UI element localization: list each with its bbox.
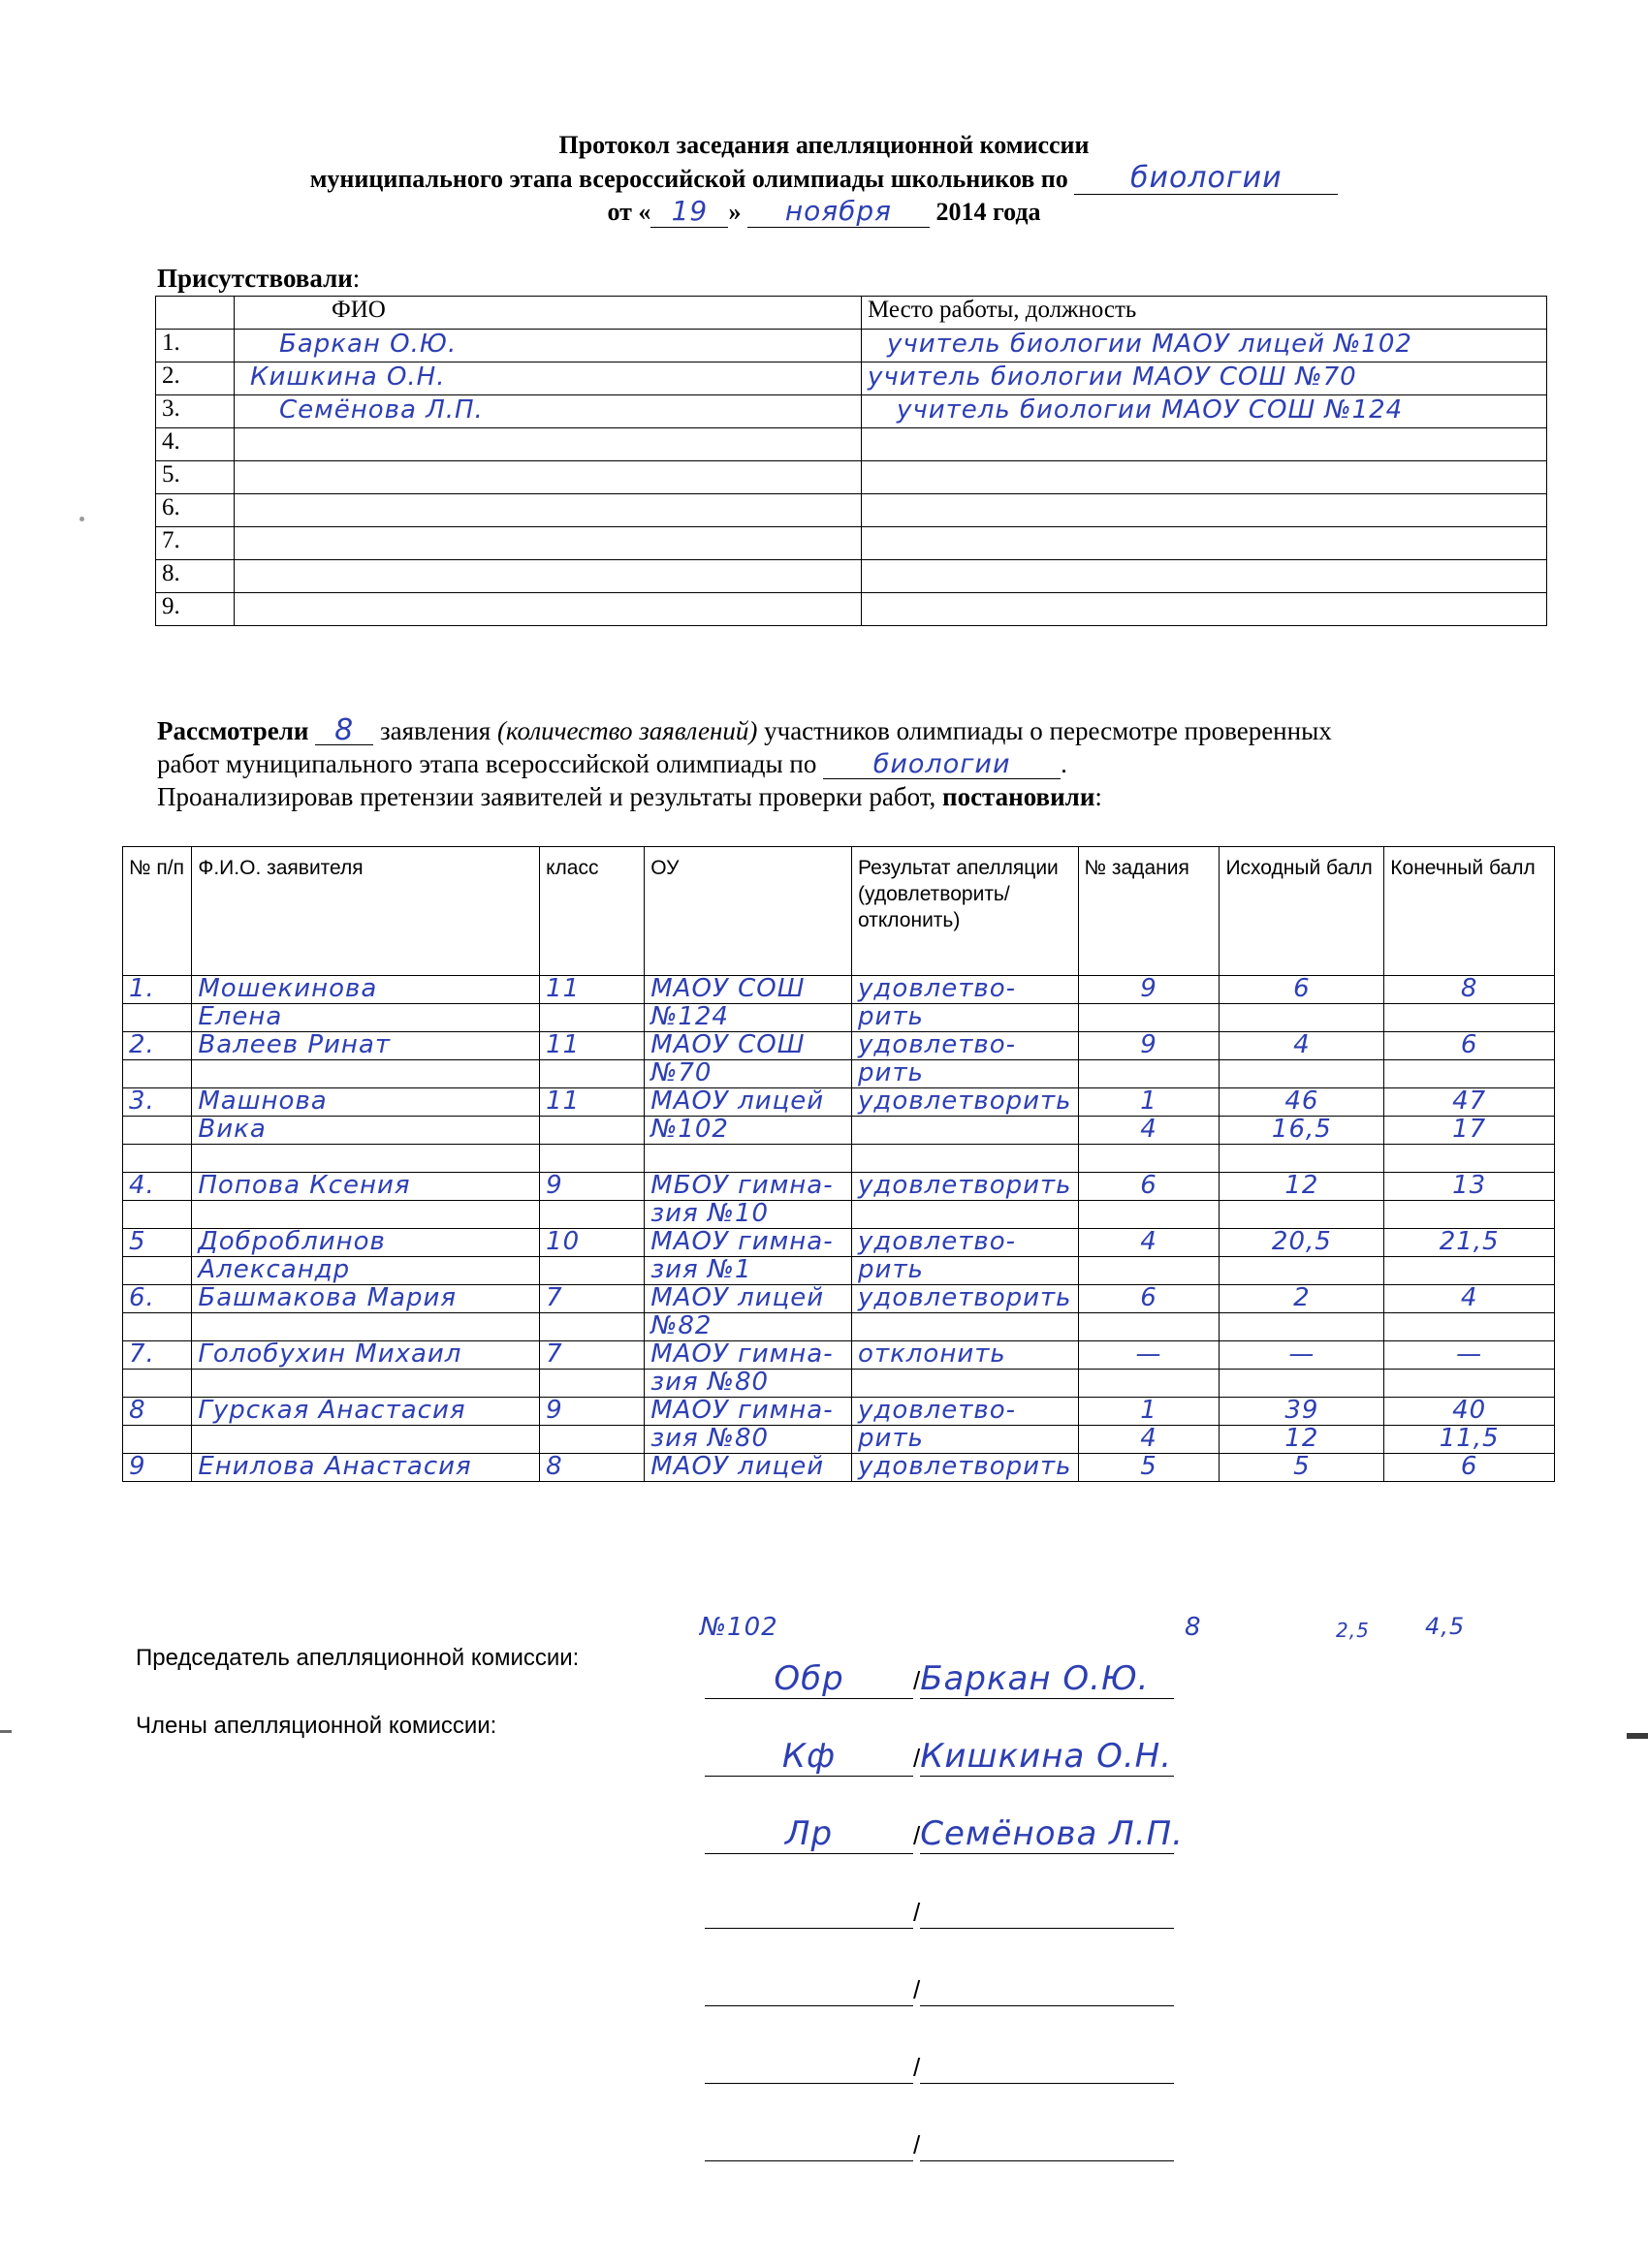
school: №102 — [650, 1115, 729, 1144]
count-field: 8 — [315, 717, 373, 745]
row-number: 1. — [156, 330, 235, 362]
appeal-row — [123, 1341, 1555, 1370]
task-number: 1 — [1140, 1087, 1157, 1116]
date-month-field: ноября — [747, 197, 930, 228]
appeal-result: отклонить — [858, 1339, 1006, 1369]
appeal-result: удовлетворить — [858, 1452, 1072, 1481]
school: №82 — [650, 1311, 713, 1340]
present-table — [155, 296, 1547, 626]
initial-score: 12 — [1284, 1424, 1319, 1453]
school: МАОУ гимна- — [650, 1396, 834, 1425]
appeal-row — [123, 1004, 1555, 1032]
task-number: 4 — [1140, 1115, 1157, 1144]
appeal-row — [123, 1398, 1555, 1426]
row-number: 5. — [156, 461, 235, 494]
considered-line-3: Проанализировав претензии заявителей и результаты проверки работ, постановили: — [157, 782, 1102, 811]
final-score: 21,5 — [1439, 1227, 1500, 1256]
col-num-header: № п/п — [123, 847, 192, 976]
row-number: 1. — [129, 974, 155, 1003]
signature-mark: Лр — [784, 1814, 834, 1853]
member-name: Семёнова Л.П. — [279, 395, 484, 425]
signature-mark: Кф — [781, 1737, 837, 1776]
scan-edge-mark — [1627, 1733, 1648, 1739]
col-school-header: ОУ — [645, 847, 852, 976]
row-number: 4. — [129, 1171, 155, 1200]
row-number: 5 — [129, 1227, 146, 1256]
task-number: 5 — [1140, 1452, 1157, 1481]
row-number: 7. — [156, 527, 235, 560]
signature-line-empty: / — [705, 1898, 1174, 1929]
grade: 10 — [546, 1227, 581, 1256]
school: МАОУ лицей — [650, 1283, 825, 1312]
school: зия №1 — [650, 1255, 752, 1284]
applicant-name: Башмакова Мария — [198, 1283, 458, 1312]
final-score: 17 — [1452, 1115, 1487, 1144]
appeal-result: удовлетво- — [858, 974, 1017, 1003]
school: №70 — [650, 1058, 713, 1087]
present-heading: Присутствовали: — [157, 264, 361, 293]
appeal-result: удовлетво- — [858, 1227, 1017, 1256]
task-number: 9 — [1140, 974, 1157, 1003]
member-name: Баркан О.Ю. — [279, 330, 458, 359]
appeals-header-row — [123, 847, 1555, 976]
grade: 9 — [546, 1396, 563, 1425]
applicant-name: Валеев Ринат — [198, 1030, 391, 1059]
row-number: 7. — [129, 1339, 155, 1369]
school: МБОУ гимна- — [650, 1171, 834, 1200]
olympiad-subject-field: биологии — [823, 750, 1061, 779]
member-position: учитель биологии МАОУ СОШ №70 — [868, 362, 1357, 392]
final-score: 4 — [1460, 1283, 1478, 1312]
chair-label: Председатель апелляционной комиссии: — [136, 1645, 580, 1671]
title-subject-line: муниципального этапа всероссийской олимпиады школьников по биологии — [0, 163, 1648, 196]
grade: 7 — [546, 1283, 563, 1312]
row-number: 2. — [129, 1030, 155, 1059]
col-initial-score-header: Исходный балл — [1220, 847, 1384, 976]
appeal-row — [123, 1426, 1555, 1454]
trailing-school: №102 — [700, 1613, 778, 1642]
present-row — [156, 527, 1547, 560]
present-row — [156, 428, 1547, 461]
appeal-row — [123, 1117, 1555, 1145]
considered-line-1: Рассмотрели 8 заявления (количество заявлений) участников олимпиады о пересмотре проверенных — [157, 713, 1332, 747]
school: зия №80 — [650, 1424, 770, 1453]
signature-line-empty: / — [705, 2053, 1174, 2084]
school: МАОУ гимна- — [650, 1227, 834, 1256]
applicant-name: Машнова — [198, 1087, 328, 1116]
school: МАОУ лицей — [650, 1452, 825, 1481]
row-number: 6. — [129, 1283, 155, 1312]
col-work-header: Место работы, должность — [862, 297, 1547, 330]
final-score: 40 — [1452, 1396, 1487, 1425]
initial-score: 6 — [1293, 974, 1311, 1003]
appeal-result: рить — [858, 1058, 924, 1087]
appeal-row — [123, 976, 1555, 1004]
grade: 11 — [546, 1087, 581, 1116]
school: МАОУ СОШ — [650, 974, 806, 1003]
school: МАОУ гимна- — [650, 1339, 834, 1369]
signature-line-member: Кф /Кишкина О.Н. — [705, 1737, 1174, 1777]
appeal-row — [123, 1060, 1555, 1088]
present-row — [156, 395, 1547, 428]
final-score: 11,5 — [1439, 1424, 1500, 1453]
applicant-name: Елена — [198, 1002, 283, 1031]
appeals-table — [122, 846, 1555, 1482]
member-name: Кишкина О.Н. — [250, 362, 446, 392]
final-score: 6 — [1460, 1452, 1478, 1481]
subject-field: биологии — [1074, 164, 1338, 195]
appeal-result: удовлетво- — [858, 1030, 1017, 1059]
final-score: 6 — [1460, 1030, 1478, 1059]
appeal-result: удовлетворить — [858, 1283, 1072, 1312]
applicant-name: Попова Ксения — [198, 1171, 411, 1200]
appeal-result: удовлетворить — [858, 1171, 1072, 1200]
initial-score: 4 — [1293, 1030, 1311, 1059]
initial-score: 2 — [1293, 1283, 1311, 1312]
scan-speck — [79, 517, 84, 521]
signature-line-chair: Обр /Баркан О.Ю. — [705, 1659, 1174, 1699]
row-number: 9 — [129, 1452, 146, 1481]
final-score: — — [1456, 1339, 1483, 1369]
appeal-row — [123, 1088, 1555, 1117]
member-position: учитель биологии МАОУ лицей №102 — [887, 330, 1412, 359]
col-task-header: № задания — [1078, 847, 1220, 976]
present-row — [156, 461, 1547, 494]
final-score: 13 — [1452, 1171, 1487, 1200]
initial-score: 12 — [1284, 1171, 1319, 1200]
present-row — [156, 494, 1547, 527]
signatory-name: Семёнова Л.П. — [920, 1814, 1184, 1853]
trailing-initial: 2,5 — [1336, 1619, 1370, 1642]
appeal-result: удовлетво- — [858, 1396, 1017, 1425]
col-fio-header: ФИО — [235, 297, 862, 330]
col-grade-header: класс — [540, 847, 645, 976]
present-row — [156, 593, 1547, 626]
appeal-row — [123, 1032, 1555, 1060]
scan-edge-mark — [0, 1730, 12, 1733]
col-result-header: Результат апелляции (удовлетворить/ отклонить) — [852, 847, 1078, 976]
document-title: Протокол заседания апелляционной комиссии — [558, 131, 1090, 159]
applicant-name: Мошекинова — [198, 974, 378, 1003]
task-number: 6 — [1140, 1283, 1157, 1312]
initial-score: 20,5 — [1271, 1227, 1332, 1256]
task-number: — — [1135, 1339, 1162, 1369]
appeals-body — [123, 976, 1555, 1482]
appeal-row — [123, 1257, 1555, 1285]
present-row — [156, 560, 1547, 593]
signature-line-member: Лр /Семёнова Л.П. — [705, 1814, 1174, 1854]
task-number: 1 — [1140, 1396, 1157, 1425]
row-number: 9. — [156, 593, 235, 626]
row-number: 2. — [156, 362, 235, 395]
present-row — [156, 362, 1547, 395]
appeal-result: удовлетворить — [858, 1087, 1072, 1116]
applicant-name: Гурская Анастасия — [198, 1396, 466, 1425]
grade: 9 — [546, 1171, 563, 1200]
signatory-name: Баркан О.Ю. — [920, 1659, 1150, 1698]
appeal-row — [123, 1454, 1555, 1482]
appeal-row — [123, 1145, 1555, 1173]
col-applicant-header: Ф.И.О. заявителя — [192, 847, 540, 976]
appeal-result: рить — [858, 1424, 924, 1453]
appeal-row — [123, 1173, 1555, 1201]
school: МАОУ лицей — [650, 1087, 825, 1116]
task-number: 6 — [1140, 1171, 1157, 1200]
col-final-score-header: Конечный балл — [1384, 847, 1555, 976]
signature-line-empty: / — [705, 1975, 1174, 2006]
initial-score: — — [1288, 1339, 1315, 1369]
school: МАОУ СОШ — [650, 1030, 806, 1059]
task-number: 4 — [1140, 1227, 1157, 1256]
initial-score: 16,5 — [1271, 1115, 1332, 1144]
considered-line-2: работ муниципального этапа всероссийской олимпиады по биологии . — [157, 749, 1067, 779]
task-number: 9 — [1140, 1030, 1157, 1059]
appeal-result: рить — [858, 1002, 924, 1031]
trailing-final: 4,5 — [1425, 1613, 1466, 1640]
final-score: 47 — [1452, 1087, 1487, 1116]
grade: 11 — [546, 1030, 581, 1059]
present-row — [156, 330, 1547, 362]
present-header-row — [156, 297, 1547, 330]
grade: 7 — [546, 1339, 563, 1369]
signature-mark: Обр — [774, 1659, 844, 1698]
signatory-name: Кишкина О.Н. — [920, 1737, 1173, 1776]
date-day-field: 19 — [650, 197, 728, 228]
initial-score: 39 — [1284, 1396, 1319, 1425]
row-number: 8 — [129, 1396, 146, 1425]
school: зия №80 — [650, 1368, 770, 1397]
grade: 8 — [546, 1452, 563, 1481]
trailing-task: 8 — [1185, 1613, 1202, 1642]
grade: 11 — [546, 974, 581, 1003]
row-number: 3. — [129, 1087, 155, 1116]
row-number: 3. — [156, 395, 235, 428]
applicant-name: Голобухин Михаил — [198, 1339, 462, 1369]
final-score: 8 — [1460, 974, 1478, 1003]
appeal-result: рить — [858, 1255, 924, 1284]
row-number: 6. — [156, 494, 235, 527]
row-number: 8. — [156, 560, 235, 593]
initial-score: 5 — [1293, 1452, 1311, 1481]
appeal-row — [123, 1201, 1555, 1229]
school: №124 — [650, 1002, 729, 1031]
school: зия №10 — [650, 1199, 770, 1228]
appeal-row — [123, 1313, 1555, 1341]
appeal-row — [123, 1229, 1555, 1257]
row-number: 4. — [156, 428, 235, 461]
members-label: Члены апелляционной комиссии: — [136, 1713, 497, 1739]
applicant-name: Александр — [198, 1255, 351, 1284]
task-number: 4 — [1140, 1424, 1157, 1453]
date-line: от « 19 » ноября 2014 года — [607, 195, 1041, 227]
applicant-name: Енилова Анастасия — [198, 1452, 472, 1481]
applicant-name: Вика — [198, 1115, 267, 1144]
initial-score: 46 — [1284, 1087, 1319, 1116]
appeal-row — [123, 1370, 1555, 1398]
member-position: учитель биологии МАОУ СОШ №124 — [897, 395, 1404, 425]
applicant-name: Доброблинов — [198, 1227, 386, 1256]
signature-line-empty: / — [705, 2130, 1174, 2161]
appeal-row — [123, 1285, 1555, 1313]
